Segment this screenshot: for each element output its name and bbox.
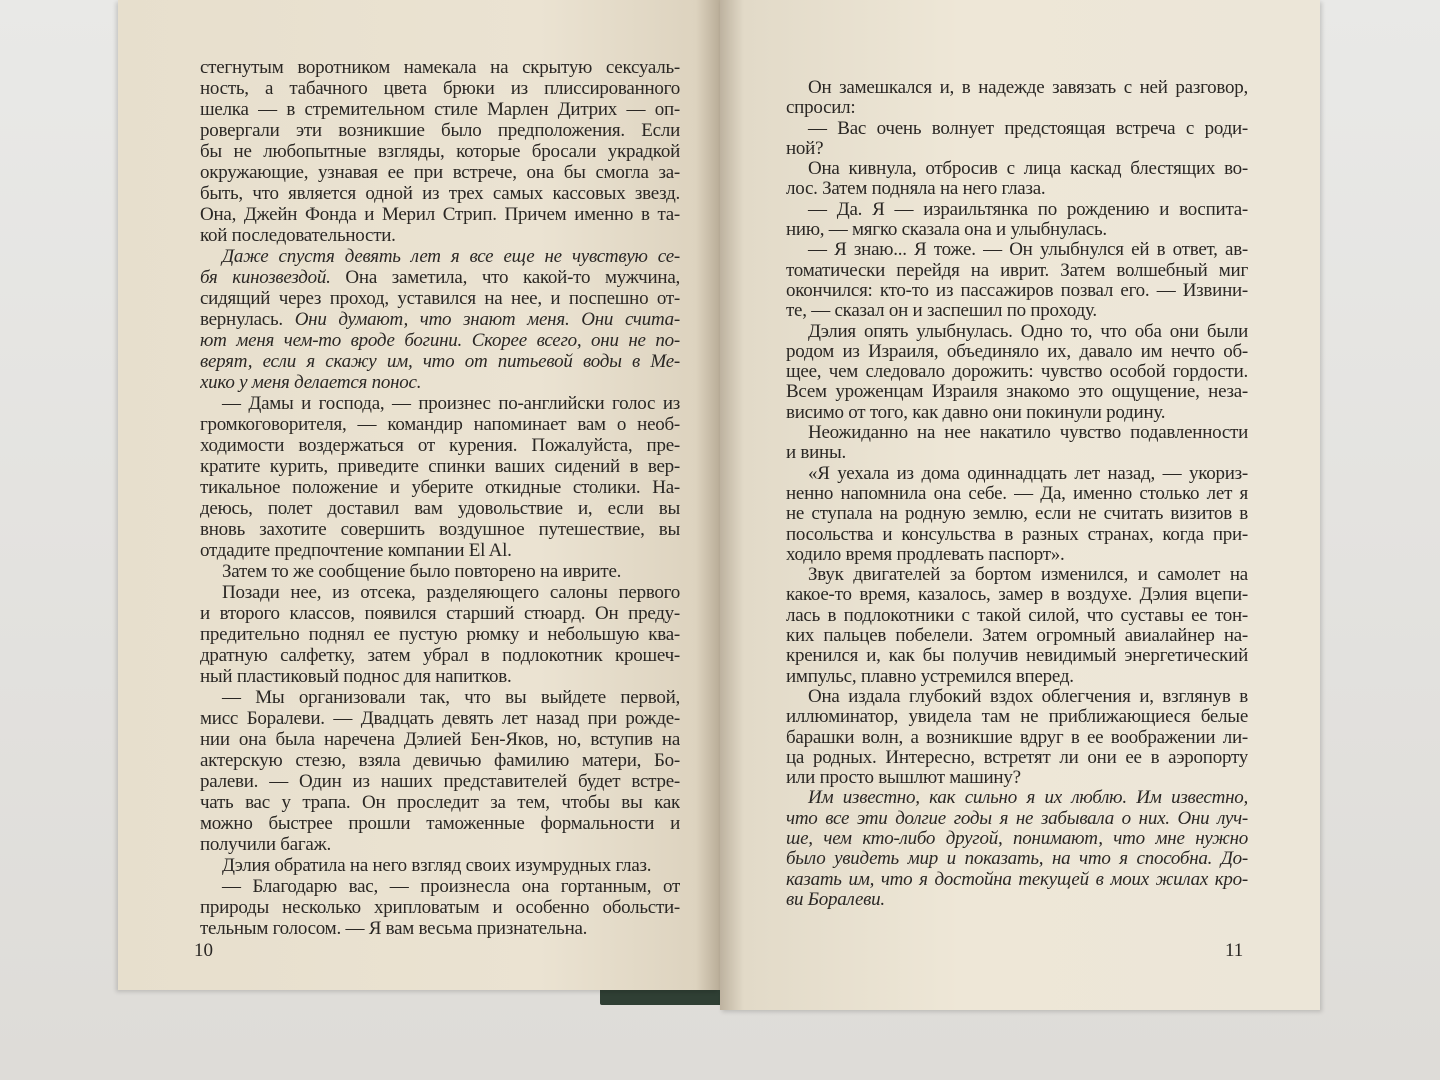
text-line: щее, чем следовало дорожить: чувство особой гордости. xyxy=(786,362,1248,383)
text-line xyxy=(200,288,680,309)
text-line: Она кивнула, отбросив с лица каскад блестящих во- xyxy=(808,159,1248,180)
text-line: ви Боралеви. xyxy=(786,889,885,910)
text-line: ной? xyxy=(786,138,824,159)
text-line: можно быстрее прошли таможенные формальности и xyxy=(200,813,680,834)
paragraph xyxy=(200,246,680,393)
text-line: «Я уехала из дома одиннадцать лет назад, — укориз- xyxy=(808,463,1248,484)
paragraph xyxy=(786,119,1248,160)
text-line: казать им, что я достойна текущей в моих жилах кро- xyxy=(786,869,1248,890)
italic-text-segment: Они думают, что знают меня. Они счита- xyxy=(294,309,680,330)
text-line: Дэлия опять улыбнулась. Одно то, что оба они были xyxy=(808,321,1248,342)
text-line: ность, а табачного цвета брюки из плиссированного xyxy=(200,78,680,99)
text-line: висимо от того, как давно они покинули родину. xyxy=(786,402,1166,423)
text-line: тикальное положение и уберите откидные столики. На- xyxy=(200,477,680,498)
text-line: предительно поднял ее пустую рюмку и небольшую ква- xyxy=(200,624,680,645)
left-page xyxy=(118,0,720,990)
text-line: импульс, плавно устремился вперед. xyxy=(786,666,1074,687)
text-line: чать вас у трапа. Он проследит за тем, чтобы вы как xyxy=(200,792,680,813)
text-line: те, — сказал он и заспешил по проходу. xyxy=(786,301,1097,322)
text-line: быть, что является одной из трех самых кассовых звезд. xyxy=(200,183,680,204)
text-line: какое-то время, казалось, замер в воздухе. Дэлия вцепи- xyxy=(786,585,1248,606)
text-line: ходило время продлевать паспорт». xyxy=(786,544,1065,565)
page-number: 10 xyxy=(194,940,213,961)
text-line: ше, чем кто-либо другой, понимают, что мне нужно xyxy=(786,828,1248,849)
italic-text-segment: хико у меня делается понос. xyxy=(200,372,422,393)
text-line: окончился: кто-то из пассажиров позвал его. — Извини- xyxy=(786,280,1248,301)
text-line: ходимости воздержаться от курения. Пожалуйста, пре- xyxy=(200,435,680,456)
text-line: дратную салфетку, затем убрал в подлокотник крошеч- xyxy=(200,645,680,666)
text-line: Она, Джейн Фонда и Мерил Стрип. Причем именно в та- xyxy=(200,204,680,225)
paragraph xyxy=(200,561,680,582)
text-line xyxy=(200,309,680,330)
right-page-text xyxy=(786,78,1248,910)
text-segment: вернулась. xyxy=(200,309,295,330)
text-line: деюсь, полет доставил вам удовольствие и, если вы xyxy=(200,498,680,519)
paragraph xyxy=(786,240,1248,321)
text-line: что все эти долгие годы я не забывала о них. Они луч- xyxy=(786,808,1248,829)
text-line: было увидеть мир и показать, на что я способна. До- xyxy=(786,849,1248,870)
text-line xyxy=(200,372,680,393)
text-line: иллюминатор, увидела там не приближающиеся белые xyxy=(786,707,1248,728)
paragraph xyxy=(786,322,1248,423)
text-line: посольства и консульства в разных странах, когда при- xyxy=(786,524,1248,545)
text-line: лос. Затем подняла на него глаза. xyxy=(786,179,1046,200)
text-segment: сидящий через проход, уставился на нее, и поспешно от- xyxy=(200,288,680,309)
text-line: отдадите предпочтение компании El Al. xyxy=(200,540,512,561)
text-line: кой последовательности. xyxy=(200,225,396,246)
paragraph xyxy=(200,876,680,939)
text-line: родом из Израиля, объединяло их, давало им нечто об- xyxy=(786,341,1248,362)
paragraph xyxy=(786,464,1248,565)
text-line: вновь захотите совершить воздушное путешествие, вы xyxy=(200,519,680,540)
text-line: Он замешкался и, в надежде завязать с ней разговор, xyxy=(808,78,1248,98)
text-line: шелка — в стремительном стиле Марлен Дитрих — оп- xyxy=(200,99,680,120)
text-line: — Благодарю вас, — произнесла она гортанным, от xyxy=(222,876,680,897)
paragraph xyxy=(786,788,1248,910)
text-line: Дэлия обратила на него взгляд своих изумрудных глаз. xyxy=(222,855,652,876)
text-line: Затем то же сообщение было повторено на иврите. xyxy=(222,561,622,582)
paragraph xyxy=(786,565,1248,687)
paragraph xyxy=(786,159,1248,200)
text-line: Звук двигателей за бортом изменился, и самолет на xyxy=(808,565,1248,586)
text-line: нию, — мягко сказала она и улыбнулась. xyxy=(786,220,1107,241)
text-line: Она издала глубокий вздох облегчения и, взглянув в xyxy=(808,686,1248,707)
paragraph xyxy=(200,393,680,561)
text-line: тельным голосом. — Я вам весьма признательна. xyxy=(200,918,588,939)
italic-text-segment: бя кинозвездой. xyxy=(200,267,331,288)
text-line: — Дамы и господа, — произнес по-английски голос из xyxy=(222,393,680,414)
page-number: 11 xyxy=(1225,940,1244,961)
text-line: Им известно, как сильно я их люблю. Им известно, xyxy=(808,788,1248,809)
text-line: стегнутым воротником намекала на скрытую сексуаль- xyxy=(200,57,680,78)
text-line: кренился и, как бы получив невидимый энергетический xyxy=(786,646,1248,667)
paragraph xyxy=(786,423,1248,464)
text-line: не ступала на родную землю, если не считать визитов в xyxy=(786,504,1248,525)
text-line: природы несколько хрипловатым и особенно обольсти- xyxy=(200,897,680,918)
text-line: мисс Боралеви. — Двадцать девять лет назад при рожде- xyxy=(200,708,680,729)
text-line: ровергали эти возникшие было предположения. Если xyxy=(200,120,680,141)
text-line: актерскую стезю, взяла девичью фамилию матери, Бо- xyxy=(200,750,680,771)
text-line xyxy=(200,267,680,288)
text-line: и второго классов, появился старший стюард. Он преду- xyxy=(200,603,680,624)
text-line: и вины. xyxy=(786,443,846,464)
right-page xyxy=(720,0,1320,1010)
text-line: Всем уроженцам Израиля знакомо это ощущение, неза- xyxy=(786,382,1248,403)
text-line xyxy=(200,246,680,267)
paragraph xyxy=(200,57,680,246)
text-line: бы не любопытные взгляды, которые бросали украдкой xyxy=(200,141,680,162)
text-line: нии она была наречена Дэлией Бен-Яков, но, вступив на xyxy=(200,729,680,750)
text-line: ралеви. — Один из наших представителей будет встре- xyxy=(200,771,680,792)
text-line: спросил: xyxy=(786,98,856,119)
text-line: кратите курить, приведите спинки ваших сидений в вер- xyxy=(200,456,680,477)
text-line: — Я знаю... Я тоже. — Он улыбнулся ей в ответ, ав- xyxy=(808,240,1248,261)
text-line: лась в подлокотники с такой силой, что суставы ее тон- xyxy=(786,605,1248,626)
paragraph xyxy=(200,855,680,876)
text-line: — Вас очень волнует предстоящая встреча с роди- xyxy=(808,118,1248,139)
paragraph xyxy=(786,687,1248,788)
text-line: ких пальцев побелели. Затем огромный авиалайнер на- xyxy=(786,626,1248,647)
text-line: или просто вышлют машину? xyxy=(786,768,1021,789)
text-line: Позади нее, из отсека, разделяющего салоны первого xyxy=(222,582,680,603)
italic-text-segment: верят, если я скажу им, что от питьевой воды в Ме- xyxy=(200,351,680,372)
text-line: томатически перейдя на иврит. Затем волшебный миг xyxy=(786,260,1248,281)
italic-text-segment: Даже спустя девять лет я все еще не чувствую се- xyxy=(222,246,680,267)
text-line: барашки волн, а возникшие вдруг в ее воображении ли- xyxy=(786,727,1248,748)
text-line: ца родных. Интересно, встретят ли они ее в аэропорту xyxy=(786,747,1248,768)
paragraph xyxy=(786,78,1248,119)
text-line: Неожиданно на нее накатило чувство подавленности xyxy=(808,423,1248,444)
paragraph xyxy=(200,687,680,855)
paragraph xyxy=(786,200,1248,241)
text-segment: Она заметила, что какой-то мужчина, xyxy=(330,267,680,288)
text-line: — Да. Я — израильтянка по рождению и воспита- xyxy=(808,199,1248,220)
text-line: ненно напомнила она себе. — Да, именно столько лет я xyxy=(786,483,1248,504)
text-line: окружающие, узнавая ее при встрече, она бы смогла за- xyxy=(200,162,680,183)
left-page-text xyxy=(200,57,680,939)
text-line: получили багаж. xyxy=(200,834,331,855)
text-line: — Мы организовали так, что вы выйдете первой, xyxy=(222,687,680,708)
text-line: громкоговорителя, — командир напоминает вам о необ- xyxy=(200,414,680,435)
text-line xyxy=(200,351,680,372)
text-line: ный пластиковый поднос для напитков. xyxy=(200,666,512,687)
italic-text-segment: ют меня чем-то вроде богини. Скорее всего, они не по- xyxy=(200,330,680,351)
text-line xyxy=(200,330,680,351)
paragraph xyxy=(200,582,680,687)
